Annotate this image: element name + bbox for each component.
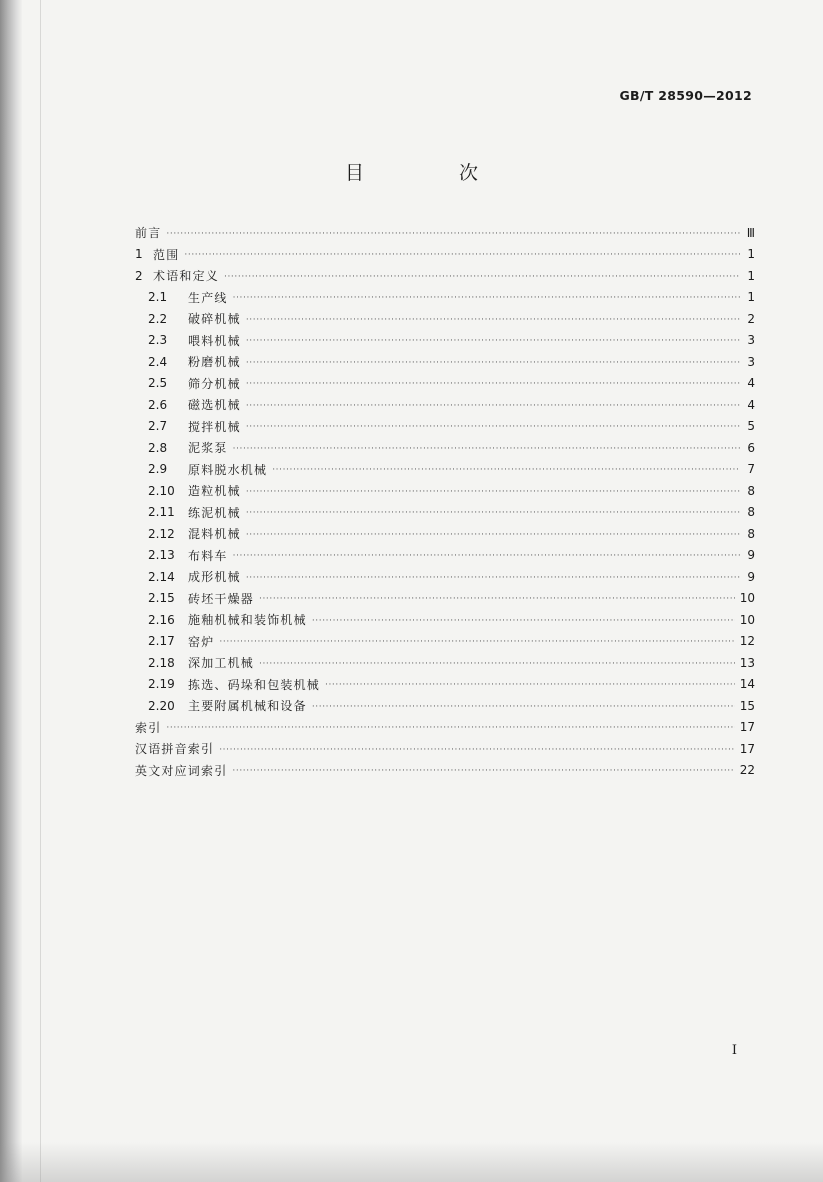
toc-entry-title: 窑炉 bbox=[188, 634, 215, 649]
standard-number: GB/T 28590—2012 bbox=[619, 88, 752, 103]
toc-leader-dots bbox=[232, 766, 734, 776]
toc-entry-title: 筛分机械 bbox=[188, 376, 241, 391]
toc-entry-title: 布料车 bbox=[188, 548, 228, 563]
toc-entry-title: 术语和定义 bbox=[153, 269, 220, 284]
toc-entry-number: 2.7 bbox=[148, 419, 168, 434]
toc-leader-dots bbox=[233, 444, 740, 454]
toc-entry-title: 主要附属机械和设备 bbox=[188, 699, 307, 714]
toc-leader-dots bbox=[224, 272, 740, 282]
toc-entry-page: 17 bbox=[739, 741, 755, 756]
toc-entry-page: 17 bbox=[739, 720, 755, 735]
toc-entry[interactable] bbox=[135, 394, 755, 416]
toc-leader-dots bbox=[312, 702, 735, 712]
toc-entry-title: 成形机械 bbox=[188, 570, 241, 585]
toc-entry-number: 2.4 bbox=[148, 354, 168, 369]
toc-entry-number: 2.15 bbox=[148, 591, 175, 606]
toc-entry-number: 2.16 bbox=[148, 612, 175, 627]
toc-entry[interactable] bbox=[135, 695, 755, 717]
toc-entry-page: 7 bbox=[747, 462, 755, 477]
toc-entry-number: 2.5 bbox=[148, 376, 168, 391]
toc-entry-title: 搅拌机械 bbox=[188, 419, 241, 434]
toc-entry[interactable] bbox=[135, 265, 755, 287]
toc-entry-page: 4 bbox=[747, 376, 755, 391]
toc-entry[interactable] bbox=[135, 351, 755, 373]
toc-entry[interactable] bbox=[135, 523, 755, 545]
toc-entry-page: 10 bbox=[739, 612, 755, 627]
toc-entry-page: 8 bbox=[747, 505, 755, 520]
toc-entry[interactable] bbox=[135, 609, 755, 631]
page-number: I bbox=[731, 1043, 737, 1058]
toc-entry-title: 泥浆泵 bbox=[188, 441, 228, 456]
toc-entry-title: 混料机械 bbox=[188, 527, 241, 542]
toc-entry[interactable] bbox=[135, 287, 755, 309]
toc-entry-page: 9 bbox=[747, 569, 755, 584]
toc-leader-dots bbox=[166, 229, 740, 239]
toc-entry[interactable] bbox=[135, 502, 755, 524]
toc-entry-number: 2 bbox=[135, 268, 143, 283]
toc-entry-number: 2.8 bbox=[148, 440, 168, 455]
toc-entry[interactable] bbox=[135, 566, 755, 588]
toc-entry[interactable] bbox=[135, 373, 755, 395]
toc-entry-title: 拣选、码垛和包装机械 bbox=[188, 677, 321, 692]
toc-entry-page: 13 bbox=[739, 655, 755, 670]
toc-entry[interactable] bbox=[135, 545, 755, 567]
toc-entry[interactable] bbox=[135, 330, 755, 352]
toc-entry-number: 2.17 bbox=[148, 634, 175, 649]
toc-leader-dots bbox=[219, 745, 735, 755]
toc-leader-dots bbox=[246, 487, 740, 497]
toc-entry-page: Ⅲ bbox=[746, 225, 755, 240]
toc-entry[interactable] bbox=[135, 222, 755, 244]
toc-entry-title: 深加工机械 bbox=[188, 656, 255, 671]
toc-entry-page: 8 bbox=[747, 526, 755, 541]
toc-entry-page: 15 bbox=[739, 698, 755, 713]
toc-leader-dots bbox=[312, 616, 735, 626]
toc-entry-number: 2.2 bbox=[148, 311, 168, 326]
toc-entry-title: 前言 bbox=[135, 226, 162, 241]
scan-smudge bbox=[0, 1142, 823, 1182]
toc-entry[interactable] bbox=[135, 652, 755, 674]
toc-entry[interactable] bbox=[135, 717, 755, 739]
toc-entry-title: 砖坯干燥器 bbox=[188, 591, 255, 606]
toc-entry-title: 汉语拼音索引 bbox=[135, 742, 215, 757]
toc-entry-number: 2.9 bbox=[148, 462, 168, 477]
toc-entry[interactable] bbox=[135, 631, 755, 653]
toc-entry-page: 1 bbox=[747, 268, 755, 283]
toc-entry[interactable] bbox=[135, 437, 755, 459]
toc-entry-page: 4 bbox=[747, 397, 755, 412]
toc-entry-number: 2.6 bbox=[148, 397, 168, 412]
toc-entry[interactable] bbox=[135, 416, 755, 438]
toc-entry-number: 2.18 bbox=[148, 655, 175, 670]
toc-entry-title: 英文对应词索引 bbox=[135, 763, 228, 778]
toc-entry-page: 12 bbox=[739, 634, 755, 649]
toc-entry-title: 练泥机械 bbox=[188, 505, 241, 520]
toc-leader-dots bbox=[246, 508, 740, 518]
toc-entry[interactable] bbox=[135, 459, 755, 481]
toc-entry-page: 22 bbox=[739, 763, 755, 778]
toc-entry[interactable] bbox=[135, 308, 755, 330]
toc-entry-number: 2.1 bbox=[148, 290, 168, 305]
toc-entry-title: 喂料机械 bbox=[188, 333, 241, 348]
toc-leader-dots bbox=[233, 293, 740, 303]
toc-leader-dots bbox=[259, 659, 735, 669]
toc-leader-dots bbox=[246, 315, 740, 325]
table-of-contents bbox=[135, 222, 755, 781]
toc-leader-dots bbox=[272, 465, 740, 475]
toc-entry-page: 6 bbox=[747, 440, 755, 455]
toc-entry-title: 索引 bbox=[135, 720, 162, 735]
toc-leader-dots bbox=[219, 637, 734, 647]
toc-leader-dots bbox=[246, 573, 740, 583]
toc-entry-page: 14 bbox=[739, 677, 755, 692]
toc-entry-page: 10 bbox=[739, 591, 755, 606]
toc-entry-title: 磁选机械 bbox=[188, 398, 241, 413]
toc-entry-page: 3 bbox=[747, 354, 755, 369]
toc-entry-page: 9 bbox=[747, 548, 755, 563]
toc-leader-dots bbox=[246, 379, 740, 389]
toc-leader-dots bbox=[166, 723, 734, 733]
toc-leader-dots bbox=[246, 422, 740, 432]
toc-leader-dots bbox=[184, 250, 740, 260]
toc-entry[interactable] bbox=[135, 480, 755, 502]
toc-entry-page: 3 bbox=[747, 333, 755, 348]
toc-entry[interactable] bbox=[135, 244, 755, 266]
toc-entry-number: 2.14 bbox=[148, 569, 175, 584]
toc-entry-title: 施釉机械和装饰机械 bbox=[188, 613, 307, 628]
toc-entry-page: 1 bbox=[747, 247, 755, 262]
toc-entry-number: 2.19 bbox=[148, 677, 175, 692]
toc-leader-dots bbox=[246, 358, 740, 368]
toc-entry-number: 2.20 bbox=[148, 698, 175, 713]
toc-leader-dots bbox=[325, 680, 735, 690]
toc-entry-page: 1 bbox=[747, 290, 755, 305]
toc-entry-number: 2.3 bbox=[148, 333, 168, 348]
toc-entry[interactable] bbox=[135, 738, 755, 760]
toc-entry-title: 原料脱水机械 bbox=[188, 462, 268, 477]
toc-entry-title: 范围 bbox=[153, 247, 180, 262]
toc-entry-number: 2.13 bbox=[148, 548, 175, 563]
toc-entry-number: 2.10 bbox=[148, 483, 175, 498]
toc-entry-title: 生产线 bbox=[188, 290, 228, 305]
toc-entry-number: 2.12 bbox=[148, 526, 175, 541]
toc-leader-dots bbox=[233, 551, 740, 561]
toc-entry-title: 造粒机械 bbox=[188, 484, 241, 499]
toc-leader-dots bbox=[246, 530, 740, 540]
toc-entry-page: 5 bbox=[747, 419, 755, 434]
toc-entry-page: 8 bbox=[747, 483, 755, 498]
toc-entry-number: 2.11 bbox=[148, 505, 175, 520]
toc-title: 目 次 bbox=[344, 162, 516, 184]
toc-entry-number: 1 bbox=[135, 247, 143, 262]
toc-entry-title: 破碎机械 bbox=[188, 312, 241, 327]
toc-leader-dots bbox=[246, 336, 740, 346]
toc-entry-page: 2 bbox=[747, 311, 755, 326]
toc-entry[interactable] bbox=[135, 588, 755, 610]
toc-entry-title: 粉磨机械 bbox=[188, 355, 241, 370]
toc-entry[interactable] bbox=[135, 760, 755, 782]
toc-entry[interactable] bbox=[135, 674, 755, 696]
toc-leader-dots bbox=[259, 594, 735, 604]
toc-leader-dots bbox=[246, 401, 740, 411]
